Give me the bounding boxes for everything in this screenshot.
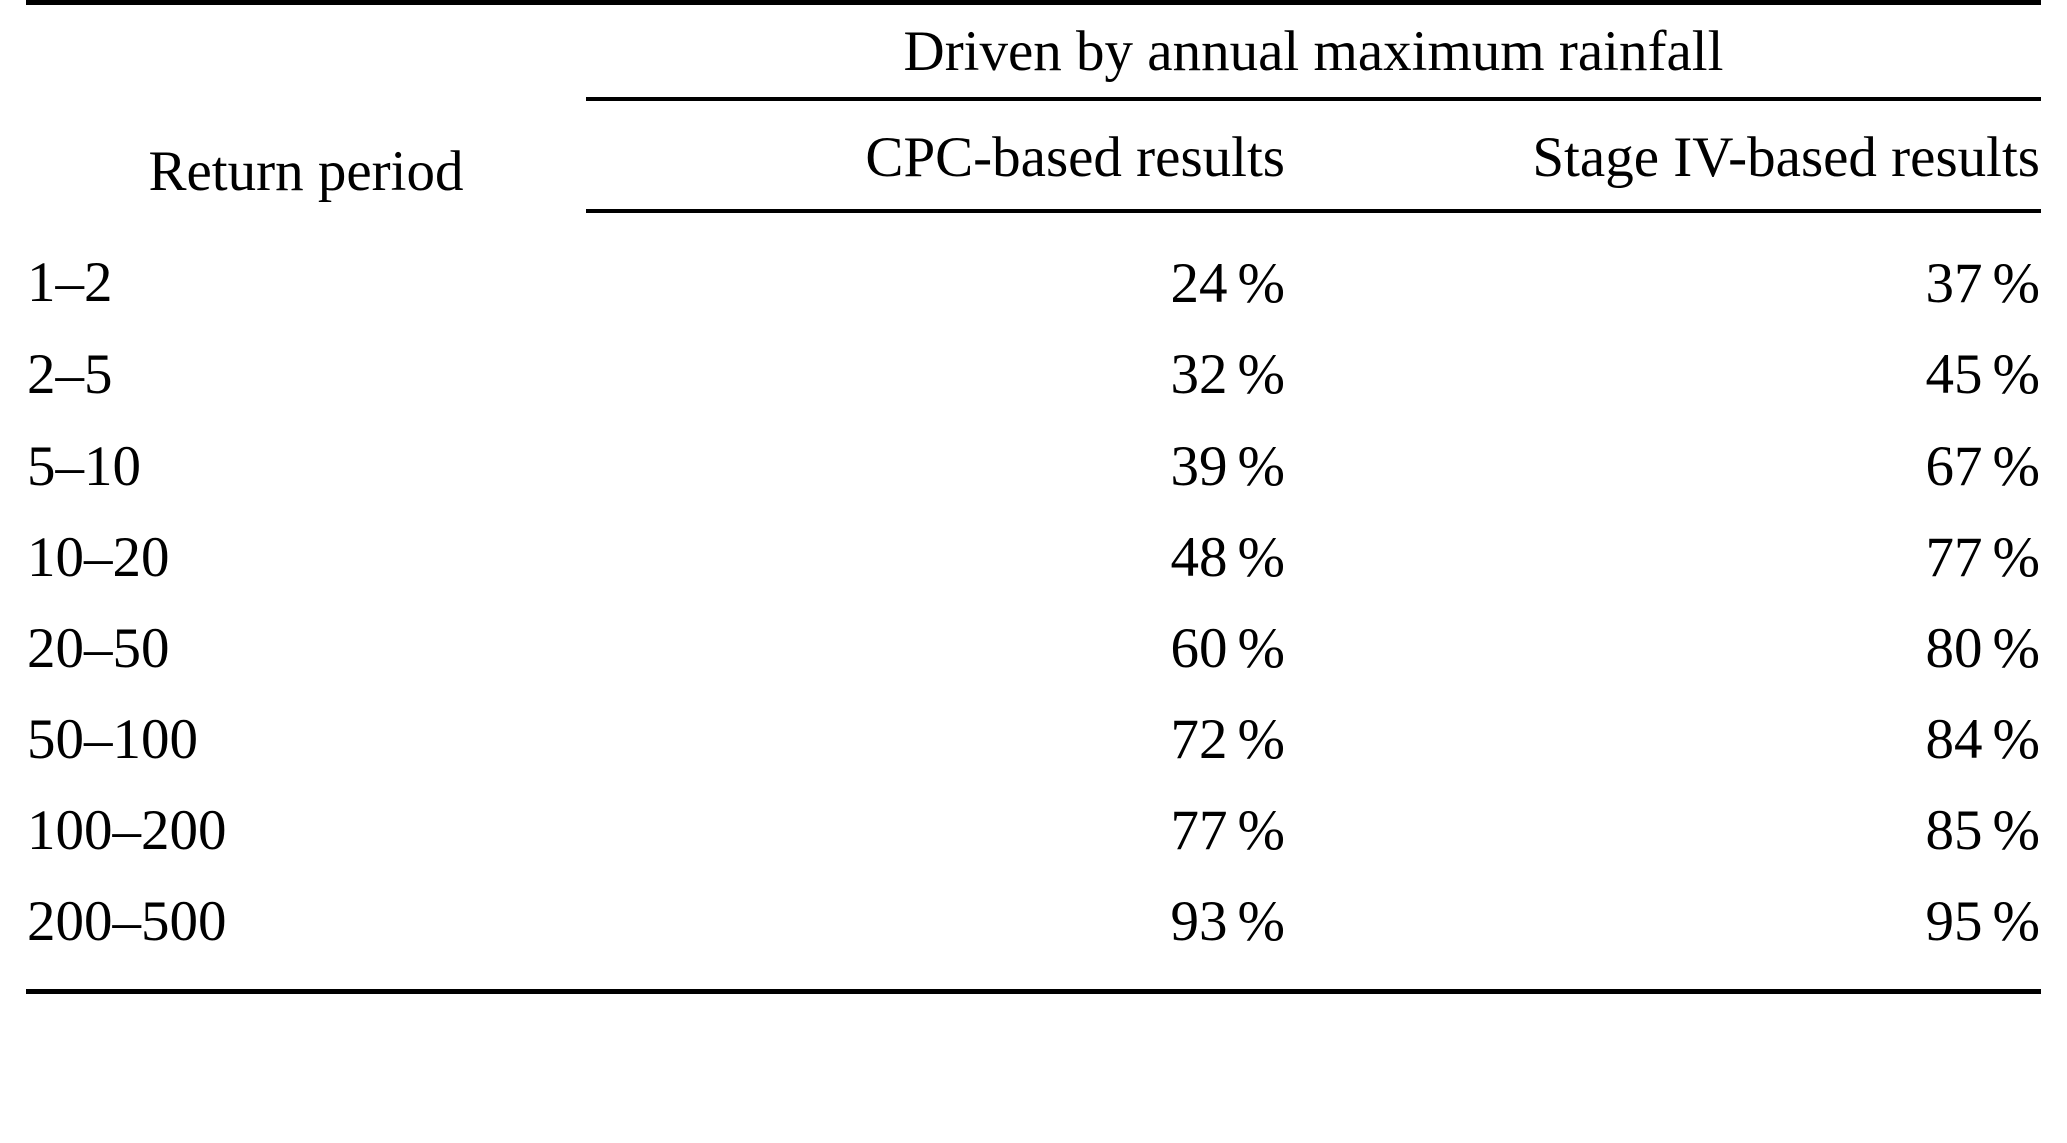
unit-percent: % — [1237, 525, 1285, 589]
table-row — [26, 512, 2041, 603]
cell-stage-iv-value — [1286, 694, 2041, 785]
unit-percent: % — [1992, 252, 2040, 316]
cell-stage-iv-value — [1286, 785, 2041, 876]
cell-return-period: 5–10 — [27, 434, 141, 498]
value-cpc: 77 — [1170, 799, 1228, 862]
table-header — [26, 3, 2041, 212]
bottom-rule-cell — [586, 992, 1286, 995]
cell-return-period: 20–50 — [27, 616, 170, 680]
column-header-cpc-based-results: CPC-based results — [586, 99, 1286, 211]
value-cpc: 93 — [1170, 890, 1228, 954]
value-stage-iv: 95 — [1925, 890, 1983, 954]
value-cpc: 72 — [1170, 707, 1228, 771]
cell-return-period: 50–100 — [27, 707, 198, 771]
results-table — [26, 0, 2041, 994]
cell-stage-iv-value — [1286, 211, 2041, 329]
column-header-return-period: Return period — [26, 3, 586, 212]
cell-cpc-value — [586, 785, 1286, 876]
value-stage-iv: 80 — [1925, 616, 1983, 680]
unit-percent: % — [1237, 434, 1285, 498]
value-stage-iv: 67 — [1925, 434, 1983, 498]
bottom-rule-cell — [26, 992, 586, 995]
table-row — [26, 694, 2041, 785]
cell-return-period: 100–200 — [27, 799, 227, 862]
value-stage-iv: 37 — [1925, 252, 1983, 316]
cell-cpc-value — [586, 603, 1286, 694]
unit-percent: % — [1237, 343, 1285, 407]
unit-percent: % — [1992, 343, 2040, 407]
unit-percent: % — [1992, 616, 2040, 680]
cell-return-period: 10–20 — [27, 525, 170, 589]
unit-percent: % — [1992, 434, 2040, 498]
cell-cpc-value — [586, 694, 1286, 785]
value-cpc: 24 — [1170, 252, 1228, 316]
cell-cpc-value — [586, 512, 1286, 603]
cell-return-period: 2–5 — [27, 343, 113, 407]
value-cpc: 32 — [1170, 343, 1228, 407]
cell-stage-iv-value — [1286, 329, 2041, 420]
value-stage-iv: 45 — [1925, 343, 1983, 407]
unit-percent: % — [1237, 616, 1285, 680]
cell-stage-iv-value — [1286, 876, 2041, 992]
value-stage-iv: 77 — [1925, 525, 1983, 589]
value-cpc: 48 — [1170, 525, 1228, 589]
cell-return-period: 200–500 — [27, 890, 227, 954]
unit-percent: % — [1992, 525, 2040, 589]
cell-stage-iv-value — [1286, 512, 2041, 603]
table-group-header-row — [26, 3, 2041, 100]
unit-percent: % — [1237, 799, 1285, 862]
column-group-header-driven-by-annual-maximum-rainfall: Driven by annual maximum rainfall — [586, 3, 2041, 100]
unit-percent: % — [1992, 890, 2040, 954]
value-cpc: 60 — [1170, 616, 1228, 680]
table-bottom-rule — [26, 992, 2041, 995]
cell-stage-iv-value — [1286, 421, 2041, 512]
cell-cpc-value — [586, 211, 1286, 329]
table-row — [26, 603, 2041, 694]
table-row — [26, 211, 2041, 329]
value-stage-iv: 84 — [1925, 707, 1983, 771]
table-row — [26, 876, 2041, 992]
table-body — [26, 211, 2041, 992]
cell-cpc-value — [586, 421, 1286, 512]
cell-cpc-value — [586, 876, 1286, 992]
unit-percent: % — [1237, 252, 1285, 316]
cell-cpc-value — [586, 329, 1286, 420]
unit-percent: % — [1992, 707, 2040, 771]
bottom-rule-row — [26, 992, 2041, 995]
cell-return-period: 1–2 — [27, 251, 113, 315]
bottom-rule-cell — [1286, 992, 2041, 995]
unit-percent: % — [1237, 707, 1285, 771]
unit-percent: % — [1237, 890, 1285, 954]
table-row — [26, 421, 2041, 512]
unit-percent: % — [1992, 799, 2040, 862]
value-stage-iv: 85 — [1925, 799, 1983, 862]
value-cpc: 39 — [1170, 434, 1228, 498]
column-header-stage-iv-based-results: Stage IV-based results — [1286, 99, 2041, 211]
table-row — [26, 329, 2041, 420]
table-row — [26, 785, 2041, 876]
cell-stage-iv-value — [1286, 603, 2041, 694]
